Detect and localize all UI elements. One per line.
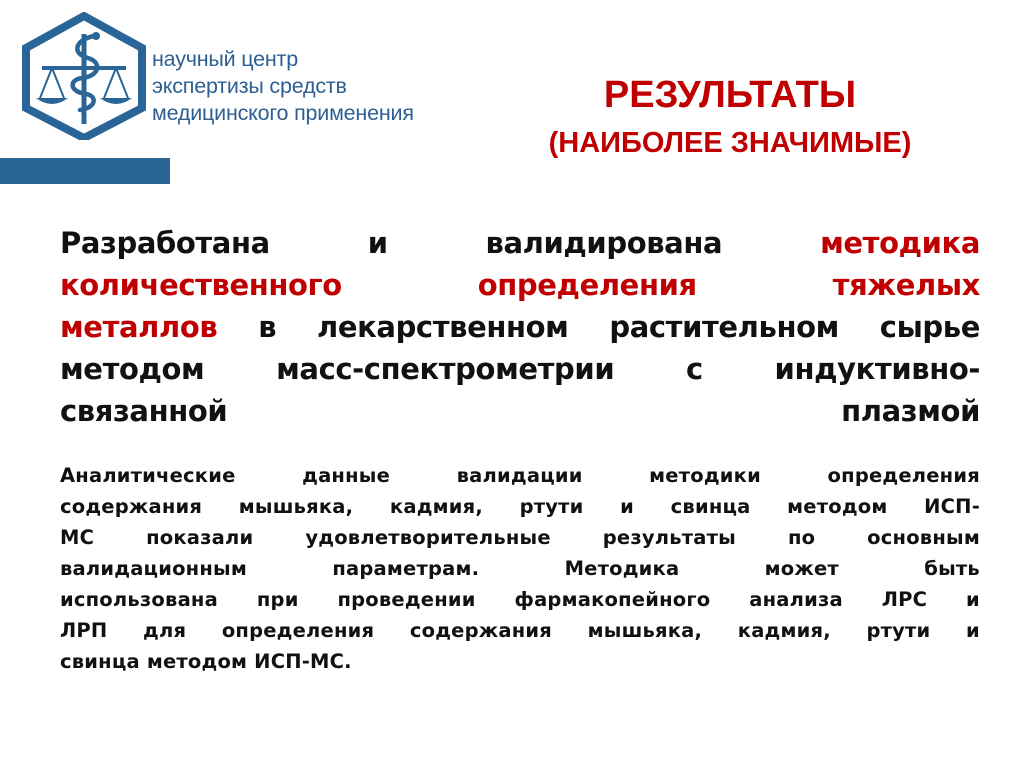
caduceus-scales-hexagon-icon [18, 12, 150, 140]
word: фармакопейного [514, 588, 711, 611]
word: ртути [866, 619, 931, 642]
word: лекарственном [317, 310, 569, 344]
word: анализа [749, 588, 843, 611]
word: индуктивно- [774, 352, 980, 386]
word: свинца [670, 495, 751, 518]
word: для [143, 619, 187, 642]
word: может [764, 557, 839, 580]
word: проведении [337, 588, 476, 611]
title-line-1: РЕЗУЛЬТАТЫ [603, 74, 857, 116]
main-line [60, 222, 980, 264]
word: кадмия, [737, 619, 831, 642]
highlight-word: методика [820, 226, 980, 260]
word: ртути [519, 495, 584, 518]
accent-bar [0, 158, 170, 184]
main-line-highlight [60, 264, 980, 306]
word: и [966, 588, 980, 611]
body-line [60, 584, 980, 615]
title-line-2: (НАИБОЛЕЕ ЗНАЧИМЫЕ) [548, 127, 912, 159]
word: мышьяка, [587, 619, 703, 642]
word: ИСП- [924, 495, 980, 518]
body-line [60, 522, 980, 553]
word: с [686, 352, 703, 386]
highlight-word: металлов [60, 310, 218, 344]
word: определения [221, 619, 375, 642]
word: кадмия, [389, 495, 483, 518]
org-line-2: экспертизы средств [152, 74, 347, 98]
main-line [60, 390, 980, 432]
organization-name [152, 46, 414, 127]
word: МС [60, 526, 95, 549]
highlight-word: тяжелых [832, 268, 980, 302]
word: содержания [60, 495, 203, 518]
word: валидационным [60, 557, 247, 580]
slide-title [470, 72, 990, 162]
word: данные [302, 464, 391, 487]
word: в [258, 310, 277, 344]
main-statement [60, 222, 980, 432]
body-line [60, 491, 980, 522]
word: и [966, 619, 980, 642]
word: растительном [609, 310, 839, 344]
body-line [60, 615, 980, 646]
word: Методика [564, 557, 680, 580]
org-line-3: медицинского применения [152, 101, 414, 125]
word: сырье [879, 310, 980, 344]
word: валидирована [485, 226, 723, 260]
body-line-last: свинца методом ИСП-МС. [60, 650, 352, 673]
word: содержания [409, 619, 552, 642]
word: ЛРС [881, 588, 928, 611]
word: показали [146, 526, 254, 549]
word: плазмой [841, 394, 980, 428]
main-line [60, 306, 980, 348]
highlight-word: определения [477, 268, 697, 302]
word: методом [60, 352, 205, 386]
word: методом [787, 495, 888, 518]
org-line-1: научный центр [152, 47, 298, 71]
word: методики [649, 464, 761, 487]
word: использована [60, 588, 218, 611]
word: мышьяка, [238, 495, 354, 518]
word: и [367, 226, 388, 260]
word: параметрам. [332, 557, 480, 580]
word: быть [924, 557, 980, 580]
word: удовлетворительные [305, 526, 551, 549]
word: Разработана [60, 226, 270, 260]
word: связанной [60, 394, 228, 428]
word: валидации [456, 464, 583, 487]
word: Аналитические [60, 464, 236, 487]
word: по [787, 526, 816, 549]
word: при [256, 588, 299, 611]
body-line [60, 553, 980, 584]
body-line [60, 460, 980, 491]
main-line [60, 348, 980, 390]
body-paragraph [60, 460, 980, 677]
word: результаты [602, 526, 736, 549]
word: ЛРП [60, 619, 108, 642]
logo [18, 12, 150, 140]
highlight-word: количественного [60, 268, 342, 302]
word: основным [867, 526, 980, 549]
word: масс-спектрометрии [276, 352, 615, 386]
word: определения [827, 464, 980, 487]
word: и [620, 495, 635, 518]
